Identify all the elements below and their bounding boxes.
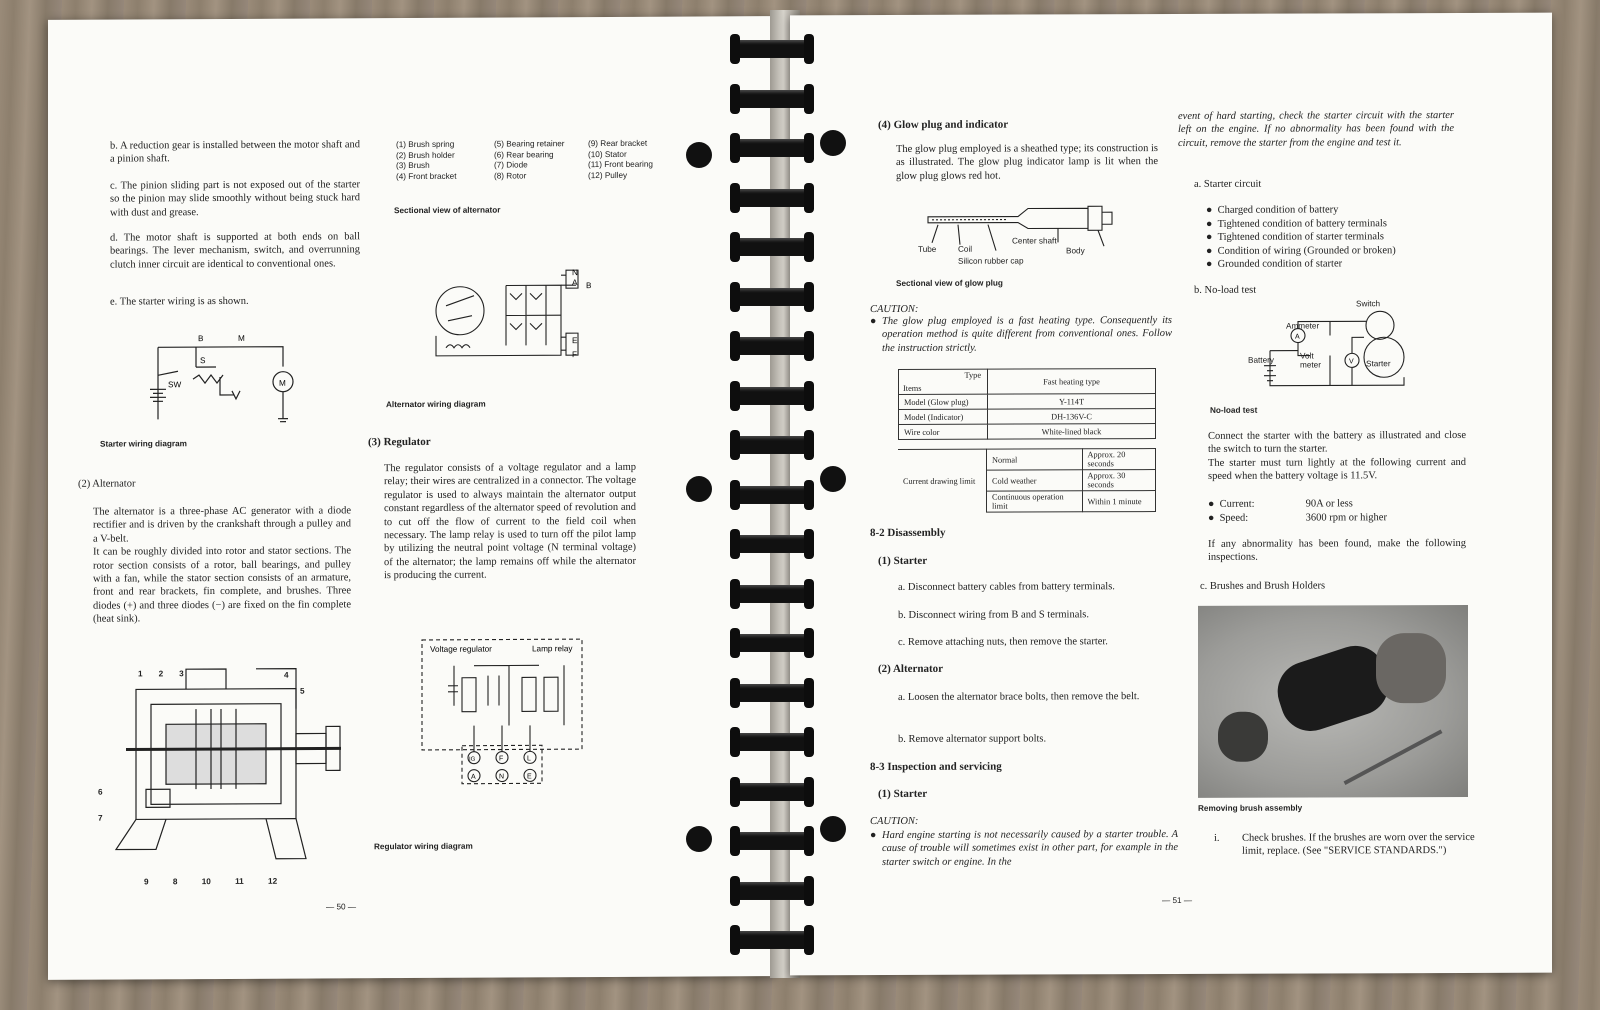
glow-heading: (4) Glow plug and indicator bbox=[878, 118, 1009, 132]
noload-heading: b. No-load test bbox=[1194, 284, 1257, 296]
label-m: M bbox=[238, 333, 245, 343]
circuit-heading: a. Starter circuit bbox=[1194, 178, 1262, 190]
caution-label-2: CAUTION: bbox=[870, 815, 919, 828]
noload-battery-label: Battery bbox=[1248, 355, 1274, 365]
caution-label-1: CAUTION: bbox=[870, 303, 919, 316]
binding-ring bbox=[730, 529, 814, 559]
binding-ring bbox=[730, 876, 814, 906]
alternator-text: The alternator is a three-phase AC generator with a diode rectifier and is driven by the crankshaft through a pulley and a V-belt. It can be roughly divided into rotor and stator sections. The rotor section consists of a rotor, ball bearings, and pulley with a fan, while the stator section consists of an armature, front and rear brackets, fin complete, and brushes. Three diodes (+) and three diodes (−) are fixed on the fin complete (heat sink). bbox=[93, 505, 351, 625]
regulator-wiring-diagram bbox=[414, 635, 594, 786]
punch-hole bbox=[686, 142, 712, 168]
alternator-sectional-drawing bbox=[106, 648, 356, 879]
voltmeter-symbol: V bbox=[1349, 358, 1354, 366]
binding-ring bbox=[730, 430, 814, 460]
dis-starter-c: c. Remove attaching nuts, then remove the starter. bbox=[898, 636, 1108, 648]
term-n-reg: N bbox=[499, 773, 505, 781]
callout-8: 8 bbox=[172, 877, 178, 887]
circuit-list bbox=[1206, 203, 1396, 272]
left-page bbox=[48, 16, 776, 980]
dis-alt-a: a. Loosen the alternator brace bolts, then remove the belt. bbox=[898, 691, 1140, 703]
punch-hole bbox=[820, 816, 846, 842]
abnormal-text: If any abnormality has been found, make the following inspections. bbox=[1208, 537, 1466, 564]
glow-label-tube: Tube bbox=[918, 244, 937, 254]
callout-9: 9 bbox=[144, 877, 149, 887]
inspection-heading: 8-3 Inspection and servicing bbox=[870, 760, 1002, 774]
circuit-item: ● Tightened condition of starter terminals bbox=[1206, 231, 1385, 244]
item-d: d. The motor shaft is supported at both ends on ball bearings. The lever mechanism, switch, and overrunning clutch inner circuit are identical to conventional ones. bbox=[110, 231, 360, 271]
callout-6: 6 bbox=[98, 787, 103, 797]
term-a-reg: A bbox=[471, 773, 476, 781]
circuit-item: ● Grounded condition of starter bbox=[1206, 258, 1343, 271]
glow-label-coil: Coil bbox=[958, 244, 973, 254]
punch-hole bbox=[820, 130, 846, 156]
glow-label-cap: Silicon rubber cap bbox=[958, 256, 1024, 266]
dis-starter-heading: (1) Starter bbox=[878, 554, 928, 568]
callout-5: 5 bbox=[300, 686, 305, 696]
insp-starter-heading: (1) Starter bbox=[878, 787, 928, 801]
circuit-item: ● Tightened condition of battery terminals bbox=[1206, 217, 1387, 230]
alt-wiring-caption: Alternator wiring diagram bbox=[386, 399, 486, 410]
disassembly-heading: 8-2 Disassembly bbox=[870, 526, 946, 540]
caution-glow: ● The glow plug employed is a fast heating type. Consequently its operation method is quite different from conventional ones. Follow the instruction strictly. bbox=[870, 314, 1172, 354]
term-f-reg: F bbox=[499, 755, 504, 763]
glow-label-center-shaft: Center shaft bbox=[1012, 236, 1057, 246]
punch-hole bbox=[686, 476, 712, 502]
regulator-heading: (3) Regulator bbox=[368, 435, 431, 449]
caution-start: ● Hard engine starting is not necessarily caused by a starter trouble. A cause of trouble will sometimes exist in other part, for example in the starter switch or engine. In the bbox=[870, 828, 1178, 868]
glow-label-body: Body bbox=[1066, 246, 1085, 256]
callout-4: 4 bbox=[284, 670, 289, 680]
dis-starter-b: b. Disconnect wiring from B and S terminals. bbox=[898, 609, 1090, 621]
label-b: B bbox=[198, 334, 204, 344]
glow-spec-table: Type Items Fast heating type Model (Glow plug) Y-114T Model (Indicator) DH-136V-C Wire color White-lined black bbox=[898, 368, 1156, 440]
binding-ring bbox=[730, 282, 814, 312]
binding-ring bbox=[730, 925, 814, 955]
term-e-reg: E bbox=[527, 773, 532, 781]
term-ig: IG bbox=[469, 756, 476, 763]
circuit-item: ● Charged condition of battery bbox=[1206, 204, 1339, 216]
voltage-regulator-label: Voltage regulator bbox=[430, 644, 492, 654]
binding-ring bbox=[730, 678, 814, 708]
label-s: S bbox=[200, 356, 206, 366]
binding-ring bbox=[730, 133, 814, 163]
callout-1: 1 bbox=[138, 669, 159, 679]
callout-2: 2 bbox=[158, 669, 180, 679]
page-number-left: — 50 — bbox=[326, 902, 357, 912]
binding-ring bbox=[730, 183, 814, 213]
item-i-label: i. bbox=[1214, 832, 1220, 844]
label-sw: SW bbox=[168, 380, 182, 390]
item-b: b. A reduction gear is installed between the motor shaft and a pinion shaft. bbox=[110, 139, 360, 165]
spec-speed: ● Speed: 3600 rpm or higher bbox=[1208, 512, 1387, 524]
dis-alt-heading: (2) Alternator bbox=[878, 662, 944, 676]
regulator-caption: Regulator wiring diagram bbox=[374, 841, 473, 852]
binding-ring bbox=[730, 331, 814, 361]
noload-test-diagram bbox=[1240, 295, 1450, 406]
noload-caption: No-load test bbox=[1210, 405, 1258, 415]
glow-text: The glow plug employed is a sheathed type; its construction is as illustrated. The glow plug indicator lamp is lit when the glow plug glows red hot. bbox=[896, 143, 1158, 182]
punch-hole bbox=[686, 826, 712, 852]
binding-ring bbox=[730, 480, 814, 510]
page-number-right: — 51 — bbox=[1162, 895, 1193, 906]
noload-ammeter-label: Ammeter bbox=[1286, 321, 1320, 331]
binding-ring bbox=[730, 232, 814, 262]
col2-continuation: event of hard starting, check the starter circuit with the starter left on the engine. If no abnormality has been found with the circuit, remove the starter from the engine and test it. bbox=[1178, 110, 1454, 149]
brushes-heading: c. Brushes and Brush Holders bbox=[1200, 580, 1326, 592]
alternator-wiring-diagram bbox=[426, 265, 606, 371]
sectional-caption: Sectional view of alternator bbox=[394, 205, 501, 216]
brush-assembly-photo bbox=[1198, 605, 1468, 798]
starter-diagram-caption: Starter wiring diagram bbox=[100, 439, 187, 449]
noload-starter-label: Starter bbox=[1366, 359, 1391, 369]
binding-ring bbox=[730, 628, 814, 658]
callout-10: 10 bbox=[201, 877, 211, 887]
shaft-shape bbox=[1343, 729, 1442, 785]
binding-ring bbox=[730, 826, 814, 856]
callout-7: 7 bbox=[98, 813, 103, 823]
term-e: E bbox=[572, 336, 578, 346]
binding-ring bbox=[730, 34, 814, 64]
gear-housing-shape bbox=[1376, 633, 1446, 703]
term-a: A bbox=[572, 278, 578, 288]
term-n: N bbox=[572, 268, 578, 278]
photo-caption: Removing brush assembly bbox=[1198, 803, 1303, 813]
item-c: c. The pinion sliding part is not exposed out of the starter so the pinion may slide smoothly without being stuck hard with dust and grease. bbox=[110, 179, 360, 219]
right-page bbox=[790, 13, 1552, 976]
callout-11: 11 bbox=[235, 876, 244, 886]
item-e: e. The starter wiring is as shown. bbox=[110, 295, 249, 308]
alternator-heading: (2) Alternator bbox=[78, 478, 136, 490]
callouts-top bbox=[138, 669, 200, 680]
noload-voltmeter-label: Volt meter bbox=[1300, 351, 1321, 370]
glow-plug-drawing bbox=[908, 194, 1128, 265]
lamp-relay-label: Lamp relay bbox=[532, 644, 573, 654]
binding-ring bbox=[730, 84, 814, 114]
spec-current: ● Current: 90A or less bbox=[1208, 498, 1353, 510]
glow-caption: Sectional view of glow plug bbox=[896, 278, 1003, 288]
motor-symbol: M bbox=[279, 378, 286, 388]
noload-text: Connect the starter with the battery as illustrated and close the switch to turn the starter. The starter must turn lightly at the following current and speed when the battery voltage is 11.5V. bbox=[1208, 429, 1466, 483]
ammeter-symbol: A bbox=[1295, 333, 1300, 341]
starter-wiring-diagram bbox=[138, 327, 308, 433]
dis-alt-b: b. Remove alternator support bolts. bbox=[898, 733, 1047, 745]
callouts-bottom bbox=[144, 877, 277, 888]
binding-ring bbox=[730, 777, 814, 807]
term-l: L bbox=[527, 755, 531, 763]
current-limit-table: Current drawing limit Normal Approx. 20 seconds Cold weather Approx. 30 seconds Continuous operation limit Within 1 minute bbox=[898, 448, 1156, 513]
parts-list: (1) Brush spring (5) Bearing retainer (9) Rear bracket (2) Brush holder (6) Rear bearing (10) Stator (3) Brush (7) Diode (11) Front bearing (4) Front bracket (8) Rotor (12) Pulley bbox=[396, 138, 653, 181]
term-f: F bbox=[572, 350, 578, 360]
callout-12: 12 bbox=[268, 876, 278, 886]
punch-hole bbox=[820, 466, 846, 492]
circuit-item: ● Condition of wiring (Grounded or broken) bbox=[1206, 244, 1396, 257]
item-i: Check brushes. If the brushes are worn over the service limit, replace. (See "SERVICE STANDARDS.") bbox=[1242, 831, 1475, 858]
regulator-text: The regulator consists of a voltage regulator and a lamp relay; their wires are centralized in a connector. The voltage regulator is used to always maintain the alternator output constant regardless of the alternator speed of revolution and to cut off the flow of current to the field coil when necessary. The lamp relay is used to turn off the pilot lamp by utilizing the neutral point voltage (N terminal voltage) of the alternator; the lamp remains off while the alternator is producing the current. bbox=[384, 461, 636, 582]
noload-switch-label: Switch bbox=[1356, 299, 1381, 309]
callout-3: 3 bbox=[179, 669, 200, 679]
binding-ring bbox=[730, 381, 814, 411]
end-cap-shape bbox=[1218, 712, 1268, 762]
binding-ring bbox=[730, 727, 814, 757]
binding-ring bbox=[730, 579, 814, 609]
dis-starter-a: a. Disconnect battery cables from battery terminals. bbox=[898, 581, 1115, 593]
term-b: B bbox=[586, 281, 592, 291]
